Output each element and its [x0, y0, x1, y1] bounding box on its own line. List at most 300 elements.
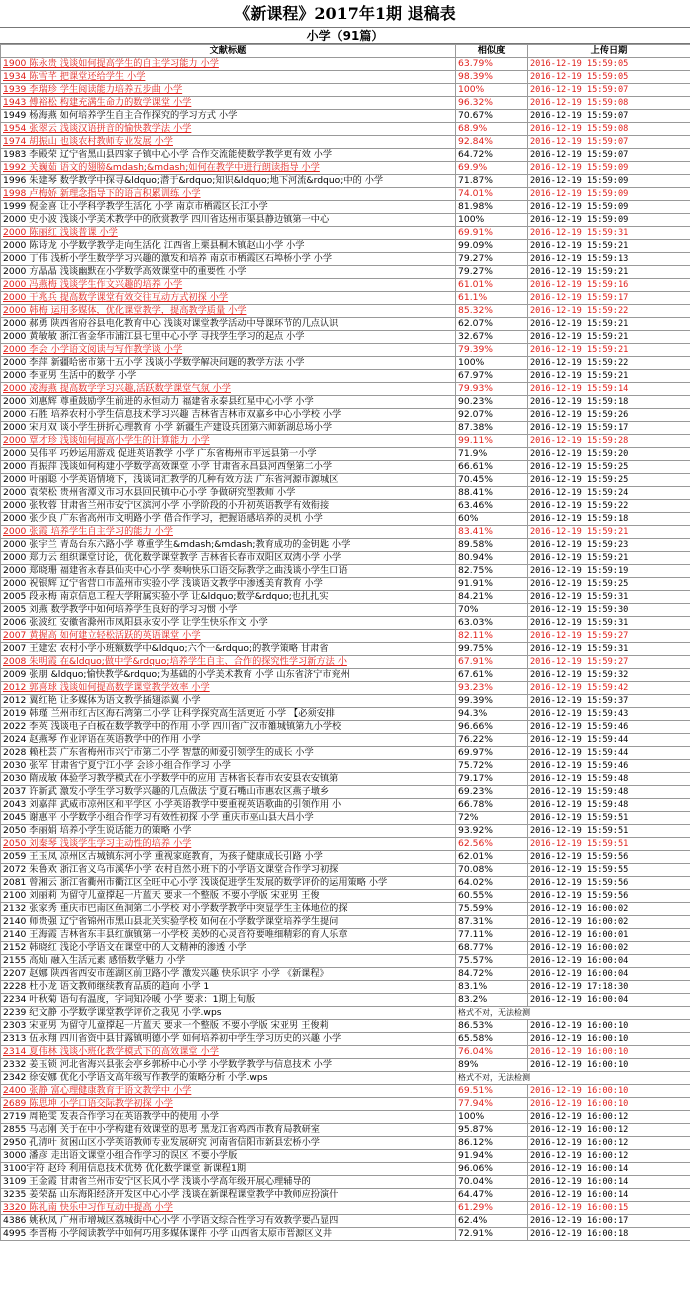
cell-similarity: 89% — [456, 1059, 528, 1072]
cell-title: 2005 刘燕 数学教学中如何培养学生良好的学习习惯 小学 — [1, 604, 456, 617]
cell-similarity: 62.07% — [456, 318, 528, 331]
cell-title: 2313 伍永翔 四川省资中县甘露镇明德小学 如何培养初中学生学习历史的兴趣 小学 — [1, 1033, 456, 1046]
cell-title: 3100宇符 赵玲 利用信息技术优势 优化数学课堂 新课程1期 — [1, 1163, 456, 1176]
cell-similarity: 60% — [456, 513, 528, 526]
cell-title: 2000 肖振萍 浅谈如何构建小学数学高效课堂 小学 甘肃省永昌县河西堡第二小学 — [1, 461, 456, 474]
cell-title: 1999 倪金喜 让小学科学教学生活化 小学 南京市栖霞区长江小学 — [1, 201, 456, 214]
cell-upload-date: 2016-12-19 15:59:51 — [528, 812, 690, 825]
cell-title: 2019 韩瑾 兰州市红古区海石湾第二小学 让科学探究高生活更近 小学 【必须安排 — [1, 708, 456, 721]
cell-similarity: 84.72% — [456, 968, 528, 981]
section-title: 小学（91篇） — [0, 28, 690, 44]
cell-title: 2000 韩梅 运用多媒体，优化课堂教学，提高教学质量 小学 — [1, 305, 456, 318]
cell-title: 1992 关巍茹 语文的翅膀&mdash;&mdash;如何在教学中进行朗读指导 小学 — [1, 162, 456, 175]
cell-title: 2207 赵娜 陕西省西安市莲湖区前卫路小学 激发兴趣 快乐识字 小学 《新课程》 — [1, 968, 456, 981]
cell-similarity: 100% — [456, 1111, 528, 1124]
cell-title: 2009 张朋 &ldquo;愉快教学&rdquo;为基础的小学美术教育 小学 山东省济宁市兖州 — [1, 669, 456, 682]
table-row — [1, 1020, 690, 1033]
cell-similarity: 90.23% — [456, 396, 528, 409]
cell-title: 1983 李殿荣 辽宁省黑山县四家子镇中心小学 合作交流能使数学教学更有效 小学 — [1, 149, 456, 162]
cell-upload-date: 2016-12-19 16:00:15 — [528, 1202, 690, 1215]
table-row — [1, 110, 690, 123]
cell-title: 2000 郝勇 陕西省府谷县电化教育中心 浅谈对课堂教学活动中导课环节的几点认识 — [1, 318, 456, 331]
cell-upload-date: 2016-12-19 15:59:56 — [528, 877, 690, 890]
cell-similarity: 61.01% — [456, 279, 528, 292]
cell-upload-date: 2016-12-19 15:59:09 — [528, 188, 690, 201]
cell-title: 2007 黄握高 如何建立轻松活跃的英语课堂 小学 — [1, 630, 456, 643]
cell-title: 2050 李丽娟 培养小学生说话能力的策略 小学 — [1, 825, 456, 838]
cell-similarity: 62.01% — [456, 851, 528, 864]
cell-upload-date: 2016-12-19 15:59:07 — [528, 136, 690, 149]
cell-title: 2072 朱鲁欢 浙江省义乌市溪华小学 农村自然小班下的小学语文课堂合作学习初探 — [1, 864, 456, 877]
cell-title: 2007 王建宏 农村小学小班额数学中&ldquo;六个一&rdquo;的教学策略 甘肃省 — [1, 643, 456, 656]
cell-upload-date: 2016-12-19 15:59:17 — [528, 292, 690, 305]
table-row — [1, 747, 690, 760]
cell-upload-date: 2016-12-19 15:59:21 — [528, 370, 690, 383]
cell-upload-date: 2016-12-19 16:00:01 — [528, 929, 690, 942]
table-row — [1, 1111, 690, 1124]
table-row — [1, 461, 690, 474]
table-row — [1, 526, 690, 539]
table-row — [1, 292, 690, 305]
cell-title: 1900 陈永贵 浅谈如何提高学生的自主学习能力 小学 — [1, 58, 456, 71]
cell-upload-date: 2016-12-19 16:00:04 — [528, 955, 690, 968]
cell-title: 3109 王金霞 甘肃省兰州市安宁区长风小学 浅谈小学高年级开展心理辅导的 — [1, 1176, 456, 1189]
cell-title: 2100 刘丽莉 为留守儿童撑起一片蓝天 要求一个整版 不要小学版 宋亚男 王俊 — [1, 890, 456, 903]
table-row — [1, 448, 690, 461]
cell-upload-date: 2016-12-19 15:59:31 — [528, 227, 690, 240]
cell-similarity: 70.45% — [456, 474, 528, 487]
cell-title: 2081 曾湘云 浙江省衢州市衢江区全旺中心小学 浅谈促进学生发展的数学评价的运用策略 小学 — [1, 877, 456, 890]
cell-similarity: 87.31% — [456, 916, 528, 929]
table-row — [1, 97, 690, 110]
cell-title: 2000 冯燕梅 浅谈学生作文兴趣的培养 小学 — [1, 279, 456, 292]
table-row — [1, 825, 690, 838]
cell-title: 2000 李会 小学语文阅读与写作教学谈 小学 — [1, 344, 456, 357]
cell-similarity: 68.77% — [456, 942, 528, 955]
table-row — [1, 929, 690, 942]
table-row — [1, 1007, 690, 1020]
table-row — [1, 136, 690, 149]
cell-title: 2006 张波红 安徽省滁州市凤阳县永安小学 让学生快乐作文 小学 — [1, 617, 456, 630]
cell-title: 2155 高灿 融入生活元素 感悟数学魅力 小学 — [1, 955, 456, 968]
table-row — [1, 1098, 690, 1111]
table-row — [1, 955, 690, 968]
cell-upload-date: 2016-12-19 15:59:25 — [528, 578, 690, 591]
cell-title: 2855 马志刚 关于在中小学构建有效课堂的思考 黑龙江省鸡西市教育局教研室 — [1, 1124, 456, 1137]
cell-similarity: 91.91% — [456, 578, 528, 591]
table-row — [1, 864, 690, 877]
cell-similarity: 70% — [456, 604, 528, 617]
cell-title: 2234 叶秋菊 语句有温度，字词知冷暖 小学 要求：1期上旬版 — [1, 994, 456, 1007]
cell-similarity: 71.9% — [456, 448, 528, 461]
cell-upload-date: 2016-12-19 16:00:14 — [528, 1189, 690, 1202]
table-row — [1, 1228, 690, 1241]
cell-upload-date: 2016-12-19 15:59:17 — [528, 422, 690, 435]
cell-title: 2000 吴伟平 巧妙运用游戏 促进英语教学 小学 广东省梅州市平远县第一小学 — [1, 448, 456, 461]
table-row — [1, 903, 690, 916]
table-row — [1, 1085, 690, 1098]
cell-upload-date: 2016-12-19 15:59:56 — [528, 851, 690, 864]
table-row — [1, 435, 690, 448]
table-row — [1, 981, 690, 994]
cell-title: 4995 李晋梅 小学阅读教学中如何巧用多媒体课件 小学 山西省太原市晋源区义井 — [1, 1228, 456, 1241]
cell-upload-date: 2016-12-19 15:59:44 — [528, 734, 690, 747]
cell-similarity: 79.27% — [456, 266, 528, 279]
cell-title: 2022 李英 浅谈电子白板在数学教学中的作用 小学 四川省广汉市雒城镇第九小学校 — [1, 721, 456, 734]
table-row — [1, 214, 690, 227]
cell-title: 2000 叶丽聪 小学英语情境下，浅谈词汇教学的几种有效方法 广东省河源市源城区 — [1, 474, 456, 487]
cell-title: 2005 段永梅 南京信息工程大学附属实验小学 让&ldquo;数学&rdquo;也扎扎实 — [1, 591, 456, 604]
cell-title: 2030 张军 甘肃省宁夏宁江小学 会诊小组合作学习 小学 — [1, 760, 456, 773]
cell-upload-date: 2016-12-19 15:59:16 — [528, 279, 690, 292]
cell-title: 2008 朱明霞 在&ldquo;做中学&rdquo;培养学生自主、合作的探究性学习新方法 小 — [1, 656, 456, 669]
cell-upload-date: 2016-12-19 15:59:09 — [528, 201, 690, 214]
cell-upload-date: 2016-12-19 15:59:56 — [528, 890, 690, 903]
table-row — [1, 812, 690, 825]
cell-upload-date: 2016-12-19 16:00:10 — [528, 1046, 690, 1059]
rejection-table — [0, 44, 690, 1241]
cell-upload-date: 2016-12-19 15:59:08 — [528, 123, 690, 136]
cell-similarity: 92.07% — [456, 409, 528, 422]
table-row — [1, 162, 690, 175]
cell-upload-date: 2016-12-19 16:00:10 — [528, 1085, 690, 1098]
cell-similarity: 69.9% — [456, 162, 528, 175]
cell-upload-date: 2016-12-19 15:59:09 — [528, 214, 690, 227]
cell-upload-date: 2016-12-19 15:59:05 — [528, 58, 690, 71]
cell-similarity: 66.78% — [456, 799, 528, 812]
cell-upload-date: 2016-12-19 15:59:25 — [528, 474, 690, 487]
cell-upload-date: 2016-12-19 16:00:04 — [528, 994, 690, 1007]
cell-title: 2689 陈思坤 小学口语交际教学初探 小学 — [1, 1098, 456, 1111]
cell-similarity: 93.23% — [456, 682, 528, 695]
table-title: 《新课程》2017年1期 退稿表 — [0, 0, 690, 28]
cell-upload-date: 2016-12-19 16:00:17 — [528, 1215, 690, 1228]
cell-title: 2028 赖杜芸 广东省梅州市兴宁市第二小学 智慧的师爱引领学生的成长 小学 — [1, 747, 456, 760]
cell-similarity: 63.46% — [456, 500, 528, 513]
cell-title: 2000 凌海燕 提高数学学习兴趣,活跃数学课堂气氛 小学 — [1, 383, 456, 396]
cell-similarity: 96.06% — [456, 1163, 528, 1176]
cell-upload-date: 2016-12-19 15:59:51 — [528, 825, 690, 838]
table-row — [1, 890, 690, 903]
cell-similarity: 91.94% — [456, 1150, 528, 1163]
table-row — [1, 1124, 690, 1137]
table-row — [1, 656, 690, 669]
table-row — [1, 474, 690, 487]
table-row — [1, 318, 690, 331]
cell-upload-date: 2016-12-19 16:00:12 — [528, 1111, 690, 1124]
cell-similarity: 76.22% — [456, 734, 528, 747]
table-row — [1, 838, 690, 851]
cell-upload-date: 2016-12-19 15:59:31 — [528, 617, 690, 630]
table-row — [1, 58, 690, 71]
table-row — [1, 513, 690, 526]
cell-similarity: 74.01% — [456, 188, 528, 201]
cell-similarity: 格式不对，无法检测 — [456, 1007, 690, 1020]
cell-upload-date: 2016-12-19 15:59:08 — [528, 97, 690, 110]
cell-upload-date: 2016-12-19 16:00:14 — [528, 1163, 690, 1176]
table-row — [1, 552, 690, 565]
cell-upload-date: 2016-12-19 15:59:07 — [528, 149, 690, 162]
cell-similarity: 69.51% — [456, 1085, 528, 1098]
cell-similarity: 99.75% — [456, 643, 528, 656]
cell-title: 2152 韩晓红 浅论小学语文在课堂中的人文精神的渗透 小学 — [1, 942, 456, 955]
cell-upload-date: 2016-12-19 15:59:22 — [528, 305, 690, 318]
cell-upload-date: 2016-12-19 16:00:02 — [528, 903, 690, 916]
cell-title: 2030 隋成敏 体验学习教学模式在小学数学中的应用 吉林省长春市农安县农安镇第 — [1, 773, 456, 786]
cell-title: 1998 卢梅娇 新理念指导下的语言积累训练 小学 — [1, 188, 456, 201]
cell-upload-date: 2016-12-19 16:00:12 — [528, 1124, 690, 1137]
table-row — [1, 344, 690, 357]
cell-title: 2332 姜玉锁 河北省海兴县张会亭乡郭桥中心小学 小学数学教学与信息技术 小学 — [1, 1059, 456, 1072]
table-row — [1, 786, 690, 799]
header-similarity: 相似度 — [456, 45, 528, 58]
cell-similarity: 32.67% — [456, 331, 528, 344]
cell-similarity: 62.56% — [456, 838, 528, 851]
table-row — [1, 422, 690, 435]
cell-similarity: 77.94% — [456, 1098, 528, 1111]
cell-upload-date: 2016-12-19 17:18:30 — [528, 981, 690, 994]
cell-upload-date: 2016-12-19 15:59:18 — [528, 396, 690, 409]
table-row — [1, 240, 690, 253]
cell-title: 2000 袁荣松 贵州省潭义市习水县回民镇中心小学 争做研究型教师 小学 — [1, 487, 456, 500]
cell-title: 2000 史小波 浅谈小学美术教学中的欣赏教学 四川省达州市渠县静边镇第一中心 — [1, 214, 456, 227]
cell-upload-date: 2016-12-19 15:59:23 — [528, 539, 690, 552]
cell-similarity: 89.58% — [456, 539, 528, 552]
cell-similarity: 96.66% — [456, 721, 528, 734]
cell-title: 2037 许新武 激发小学生学习数学兴趣的几点做法 宁夏石嘴山市惠农区燕子墩乡 — [1, 786, 456, 799]
cell-upload-date: 2016-12-19 15:59:27 — [528, 656, 690, 669]
cell-title: 2000 石胜 培养农村小学生信息技术学习兴趣 吉林省吉林市双嘉乡中心小学校 小学 — [1, 409, 456, 422]
cell-title: 1996 朱建琴 数学教学中探寻&ldquo;潜于&rdquo;知识&ldquo;地下河流&rdquo;中的 小学 — [1, 175, 456, 188]
cell-upload-date: 2016-12-19 15:59:46 — [528, 721, 690, 734]
cell-title: 2000 丁伟 浅析小学生数学学习兴趣的激发和培养 南京市栖霞区石埠桥小学 小学 — [1, 253, 456, 266]
table-row — [1, 760, 690, 773]
cell-title: 2043 刘嘉萍 武威市凉州区和平学区 小学英语教学中要重视英语歌曲的引领作用 小 — [1, 799, 456, 812]
cell-similarity: 79.17% — [456, 773, 528, 786]
cell-title: 2303 宋亚男 为留守儿童撑起一片蓝天 要求一个整版 不要小学版 宋亚男 王俊莉 — [1, 1020, 456, 1033]
table-row — [1, 409, 690, 422]
cell-title: 2314 夏伟林 浅谈小班化教学模式下的高效课堂 小学 — [1, 1046, 456, 1059]
cell-similarity: 67.97% — [456, 370, 528, 383]
cell-similarity: 83.1% — [456, 981, 528, 994]
cell-similarity: 85.32% — [456, 305, 528, 318]
table-row — [1, 383, 690, 396]
cell-similarity: 72% — [456, 812, 528, 825]
cell-similarity: 64.72% — [456, 149, 528, 162]
cell-similarity: 86.12% — [456, 1137, 528, 1150]
cell-title: 2000 郑力云 组织课堂讨论，优化数学课堂教学 吉林省长春市双阳区双湾小学 小学 — [1, 552, 456, 565]
table-row — [1, 1163, 690, 1176]
cell-upload-date: 2016-12-19 15:59:51 — [528, 838, 690, 851]
table-row — [1, 1150, 690, 1163]
cell-upload-date: 2016-12-19 16:00:10 — [528, 1098, 690, 1111]
table-row — [1, 617, 690, 630]
cell-similarity: 75.57% — [456, 955, 528, 968]
cell-title: 1949 杨海燕 如何培养学生自主合作探究的学习方式 小学 — [1, 110, 456, 123]
cell-upload-date: 2016-12-19 16:00:14 — [528, 1176, 690, 1189]
table-row — [1, 305, 690, 318]
cell-upload-date: 2016-12-19 16:00:10 — [528, 1033, 690, 1046]
cell-upload-date: 2016-12-19 15:59:48 — [528, 773, 690, 786]
table-row — [1, 565, 690, 578]
table-row — [1, 396, 690, 409]
cell-upload-date: 2016-12-19 15:59:43 — [528, 708, 690, 721]
cell-similarity: 79.27% — [456, 253, 528, 266]
table-row — [1, 227, 690, 240]
table-row — [1, 708, 690, 721]
cell-upload-date: 2016-12-19 15:59:21 — [528, 240, 690, 253]
table-row — [1, 682, 690, 695]
cell-similarity: 64.02% — [456, 877, 528, 890]
cell-similarity: 75.72% — [456, 760, 528, 773]
cell-similarity: 92.84% — [456, 136, 528, 149]
cell-upload-date: 2016-12-19 15:59:55 — [528, 864, 690, 877]
cell-upload-date: 2016-12-19 15:59:21 — [528, 318, 690, 331]
cell-title: 2000 张少良 广东省高州市文明路小学 借合作学习，把握语感培养的灵机 小学 — [1, 513, 456, 526]
table-row — [1, 201, 690, 214]
table-row — [1, 695, 690, 708]
cell-upload-date: 2016-12-19 15:59:21 — [528, 344, 690, 357]
table-row — [1, 71, 690, 84]
cell-title: 2000 黄敏敏 浙江省金华市浦江县七里中心小学 寻找学生学习的起点 小学 — [1, 331, 456, 344]
cell-title: 2000 刘惠辉 尊重鼓励学生前进的永恒动力 福建省永泰县红星中心小学 小学 — [1, 396, 456, 409]
cell-similarity: 83.2% — [456, 994, 528, 1007]
table-row — [1, 84, 690, 97]
cell-similarity: 99.11% — [456, 435, 528, 448]
cell-similarity: 79.39% — [456, 344, 528, 357]
table-row — [1, 370, 690, 383]
table-row — [1, 1202, 690, 1215]
cell-upload-date: 2016-12-19 15:59:21 — [528, 331, 690, 344]
cell-similarity: 63.03% — [456, 617, 528, 630]
cell-similarity: 87.38% — [456, 422, 528, 435]
table-row — [1, 266, 690, 279]
cell-title: 2012 翼红艳 让多媒体为语文教学插翅添翼 小学 — [1, 695, 456, 708]
cell-similarity: 84.21% — [456, 591, 528, 604]
table-row — [1, 916, 690, 929]
cell-title: 1934 陈雪芊 把课堂还给学生 小学 — [1, 71, 456, 84]
cell-title: 2000 张宇兰 青岛台东六路小学 尊重学生&mdash;&mdash;教育成功的金钥匙 小学 — [1, 539, 456, 552]
cell-title: 2000 祝银辉 辽宁省营口市盖州市实验小学 浅谈语文教学中渗透美育教育 小学 — [1, 578, 456, 591]
table-row — [1, 994, 690, 1007]
cell-upload-date: 2016-12-19 15:59:07 — [528, 84, 690, 97]
cell-upload-date: 2016-12-19 16:00:18 — [528, 1228, 690, 1241]
table-row — [1, 877, 690, 890]
cell-title: 2000 方晶晶 浅谈幽默在小学数学高效课堂中的重要性 小学 — [1, 266, 456, 279]
header-row — [1, 45, 690, 58]
cell-title: 3000 潘彦 走出语文课堂小组合作学习的误区 不要小学版 — [1, 1150, 456, 1163]
table-row — [1, 1215, 690, 1228]
cell-upload-date: 2016-12-19 15:59:46 — [528, 760, 690, 773]
table-row — [1, 500, 690, 513]
cell-title: 2000 张霞 培养学生自主学习的能力 小学 — [1, 526, 456, 539]
table-row — [1, 1189, 690, 1202]
table-row — [1, 734, 690, 747]
header-upload-date: 上传日期 — [528, 45, 690, 58]
cell-similarity: 98.39% — [456, 71, 528, 84]
cell-upload-date: 2016-12-19 15:59:07 — [528, 110, 690, 123]
cell-upload-date: 2016-12-19 15:59:28 — [528, 435, 690, 448]
table-row — [1, 1072, 690, 1085]
cell-upload-date: 2016-12-19 15:59:25 — [528, 461, 690, 474]
cell-upload-date: 2016-12-19 15:59:48 — [528, 799, 690, 812]
cell-upload-date: 2016-12-19 15:59:09 — [528, 162, 690, 175]
cell-similarity: 99.39% — [456, 695, 528, 708]
cell-title: 2228 杜小龙 语文教师继续教育品质的趋向 小学 1 — [1, 981, 456, 994]
table-row — [1, 669, 690, 682]
cell-upload-date: 2016-12-19 15:59:21 — [528, 526, 690, 539]
cell-similarity: 66.61% — [456, 461, 528, 474]
cell-upload-date: 2016-12-19 15:59:32 — [528, 669, 690, 682]
table-row — [1, 604, 690, 617]
cell-similarity: 93.92% — [456, 825, 528, 838]
cell-similarity: 63.79% — [456, 58, 528, 71]
cell-upload-date: 2016-12-19 15:59:42 — [528, 682, 690, 695]
cell-upload-date: 2016-12-19 15:59:22 — [528, 500, 690, 513]
cell-title: 1974 胡振山 也谈农村教师专业发展 小学 — [1, 136, 456, 149]
table-row — [1, 942, 690, 955]
cell-similarity: 82.11% — [456, 630, 528, 643]
cell-similarity: 67.61% — [456, 669, 528, 682]
table-row — [1, 188, 690, 201]
cell-similarity: 83.41% — [456, 526, 528, 539]
cell-similarity: 100% — [456, 84, 528, 97]
table-row — [1, 1176, 690, 1189]
cell-upload-date: 2016-12-19 16:00:02 — [528, 916, 690, 929]
cell-title: 2140 师贵强 辽宁省锦州市黑山县北关实验学校 如何在小学数学课堂培养学生提问 — [1, 916, 456, 929]
cell-upload-date: 2016-12-19 15:59:26 — [528, 409, 690, 422]
table-row — [1, 591, 690, 604]
cell-title: 2239 纪文静 小学数学课堂教学评价之我见 小学.wps — [1, 1007, 456, 1020]
cell-similarity: 94.3% — [456, 708, 528, 721]
cell-upload-date: 2016-12-19 15:59:18 — [528, 513, 690, 526]
table-row — [1, 851, 690, 864]
table-row — [1, 123, 690, 136]
cell-upload-date: 2016-12-19 15:59:27 — [528, 630, 690, 643]
table-row — [1, 357, 690, 370]
cell-similarity: 81.98% — [456, 201, 528, 214]
cell-similarity: 80.94% — [456, 552, 528, 565]
cell-upload-date: 2016-12-19 15:59:13 — [528, 253, 690, 266]
cell-title: 2024 赵燕琴 作业评语在英语教学中的作用 小学 — [1, 734, 456, 747]
cell-title: 2000 陈诗龙 小学数学教学走向生活化 江西省上栗县桐木镇赵山小学 小学 — [1, 240, 456, 253]
table-row — [1, 1137, 690, 1150]
cell-similarity: 70.67% — [456, 110, 528, 123]
cell-title: 2400 张静 富心理健康教育于语文教学中 小学 — [1, 1085, 456, 1098]
cell-title: 2000 干兆兵 提高数学课堂有效交往互动方式初探 小学 — [1, 292, 456, 305]
cell-title: 2045 谢惠平 小学数学小组合作学习有效性初探 小学 重庆市巫山县大昌小学 — [1, 812, 456, 825]
cell-upload-date: 2016-12-19 15:59:19 — [528, 565, 690, 578]
cell-title: 2719 周艳雯 发表合作学习在英语教学中的使用 小学 — [1, 1111, 456, 1124]
cell-upload-date: 2016-12-19 16:00:12 — [528, 1137, 690, 1150]
cell-upload-date: 2016-12-19 15:59:22 — [528, 357, 690, 370]
cell-similarity: 64.47% — [456, 1189, 528, 1202]
table-row — [1, 630, 690, 643]
table-row — [1, 1046, 690, 1059]
cell-upload-date: 2016-12-19 15:59:09 — [528, 175, 690, 188]
table-row — [1, 487, 690, 500]
cell-similarity: 65.58% — [456, 1033, 528, 1046]
cell-similarity: 70.04% — [456, 1176, 528, 1189]
table-row — [1, 253, 690, 266]
table-row — [1, 773, 690, 786]
table-row — [1, 279, 690, 292]
cell-similarity: 69.91% — [456, 227, 528, 240]
cell-similarity: 69.97% — [456, 747, 528, 760]
cell-title: 2000 张牧蓉 甘肃省兰州市安宁区滨河小学 小学阶段的小升初英语教学有效衔接 — [1, 500, 456, 513]
table-row — [1, 968, 690, 981]
cell-similarity: 95.87% — [456, 1124, 528, 1137]
